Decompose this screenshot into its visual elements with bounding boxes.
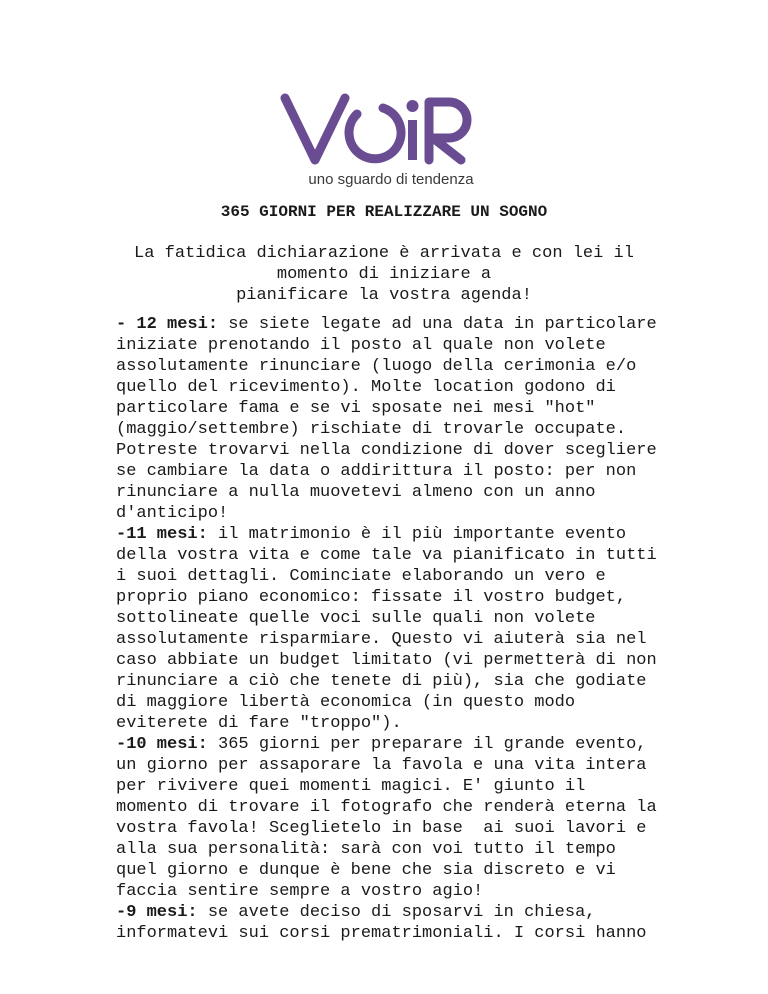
section-text: quel giorno e dunque è bene che sia discreto e vi — [116, 861, 616, 880]
section-line — [116, 713, 676, 734]
section-line — [116, 482, 676, 503]
section-text: momento di trovare il fotografo che renderà eterna la — [116, 798, 657, 817]
section-text: per rivivere quei momenti magici. E' giunto il — [116, 777, 586, 796]
section-text: sottolineate quelle voci sulle quali non volete — [116, 609, 596, 628]
section-text: iniziate prenotando il posto al quale non volete — [116, 336, 606, 355]
section-label: -9 mesi: — [116, 903, 198, 922]
section-line — [116, 755, 676, 776]
section-line — [116, 692, 676, 713]
section-text: d'anticipo! — [116, 504, 229, 523]
logo-tagline: uno sguardo di tendenza — [308, 171, 474, 188]
section-line — [116, 902, 676, 923]
section-line — [116, 503, 676, 524]
section-text: se siete legate ad una data in particolare — [218, 315, 657, 334]
intro-line: pianificare la vostra agenda! — [236, 286, 532, 305]
section-text: se cambiare la data o addirittura il posto: per non — [116, 462, 637, 481]
section-text: se avete deciso di sposarvi in chiesa, — [197, 903, 596, 922]
section-line — [116, 440, 676, 461]
section-line — [116, 398, 676, 419]
section-text: rinunciare a ciò che tenete di più), sia che godiate — [116, 672, 647, 691]
section-text: Potreste trovarvi nella condizione di dover scegliere — [116, 441, 657, 460]
section-text: quello del ricevimento). Molte location godono di — [116, 378, 616, 397]
section-line — [116, 734, 676, 755]
section-line — [116, 881, 676, 902]
intro-paragraph — [0, 243, 768, 306]
section-text: proprio piano economico: fissate il vostro budget, — [116, 588, 627, 607]
section-text: eviterete di fare "troppo"). — [116, 714, 402, 733]
section-line — [116, 419, 676, 440]
section-line — [116, 545, 676, 566]
section-line — [116, 629, 676, 650]
section-text: un giorno per assaporare la favola e una vita intera — [116, 756, 647, 775]
section-label: -11 mesi: — [116, 525, 208, 544]
section-line — [116, 461, 676, 482]
section-text: alla sua personalità: sarà con voi tutto il tempo — [116, 840, 616, 859]
section-line — [116, 314, 676, 335]
brand-logo — [0, 86, 768, 196]
intro-line: La fatidica dichiarazione è arrivata e con lei il — [134, 244, 634, 263]
section-line — [116, 923, 676, 944]
section-line — [116, 335, 676, 356]
section-text: vostra favola! Sceglietelo in base ai suoi lavori e — [116, 819, 647, 838]
section-text: particolare fama e se vi sposate nei mesi "hot" — [116, 399, 596, 418]
page-title: 365 GIORNI PER REALIZZARE UN SOGNO — [220, 203, 548, 221]
section-text: faccia sentire sempre a vostro agio! — [116, 882, 484, 901]
section-text: (maggio/settembre) rischiate di trovarle occupate. — [116, 420, 627, 439]
intro-line: momento di iniziare a — [276, 265, 492, 284]
section-line — [116, 377, 676, 398]
section-text: assolutamente rinunciare (luogo della cerimonia e/o — [116, 357, 637, 376]
body-text — [116, 314, 676, 944]
section-line — [116, 671, 676, 692]
section-text: i suoi dettagli. Cominciate elaborando un vero e — [116, 567, 606, 586]
section-line — [116, 587, 676, 608]
section-line — [116, 524, 676, 545]
section-label: -10 mesi: — [116, 735, 208, 754]
section-label: - 12 mesi: — [116, 315, 219, 334]
section-line — [116, 356, 676, 377]
section-line — [116, 566, 676, 587]
voir-logo-mark — [279, 86, 489, 190]
section-text: 365 giorni per preparare il grande evento, — [207, 735, 647, 754]
section-text: caso abbiate un budget limitato (vi permetterà di non — [116, 651, 657, 670]
section-line — [116, 650, 676, 671]
section-line — [116, 776, 676, 797]
section-line — [116, 818, 676, 839]
section-text: informatevi sui corsi prematrimoniali. I corsi hanno — [116, 924, 647, 943]
section-text: assolutamente risparmiare. Questo vi aiuterà sia nel — [116, 630, 647, 649]
section-text: della vostra vita e come tale va pianificato in tutti — [116, 546, 657, 565]
section-line — [116, 860, 676, 881]
section-text: il matrimonio è il più importante evento — [207, 525, 627, 544]
section-line — [116, 608, 676, 629]
section-line — [116, 797, 676, 818]
section-line — [116, 839, 676, 860]
section-text: di maggiore libertà economica (in questo modo — [116, 693, 576, 712]
section-text: rinunciare a nulla muovetevi almeno con un anno — [116, 483, 596, 502]
